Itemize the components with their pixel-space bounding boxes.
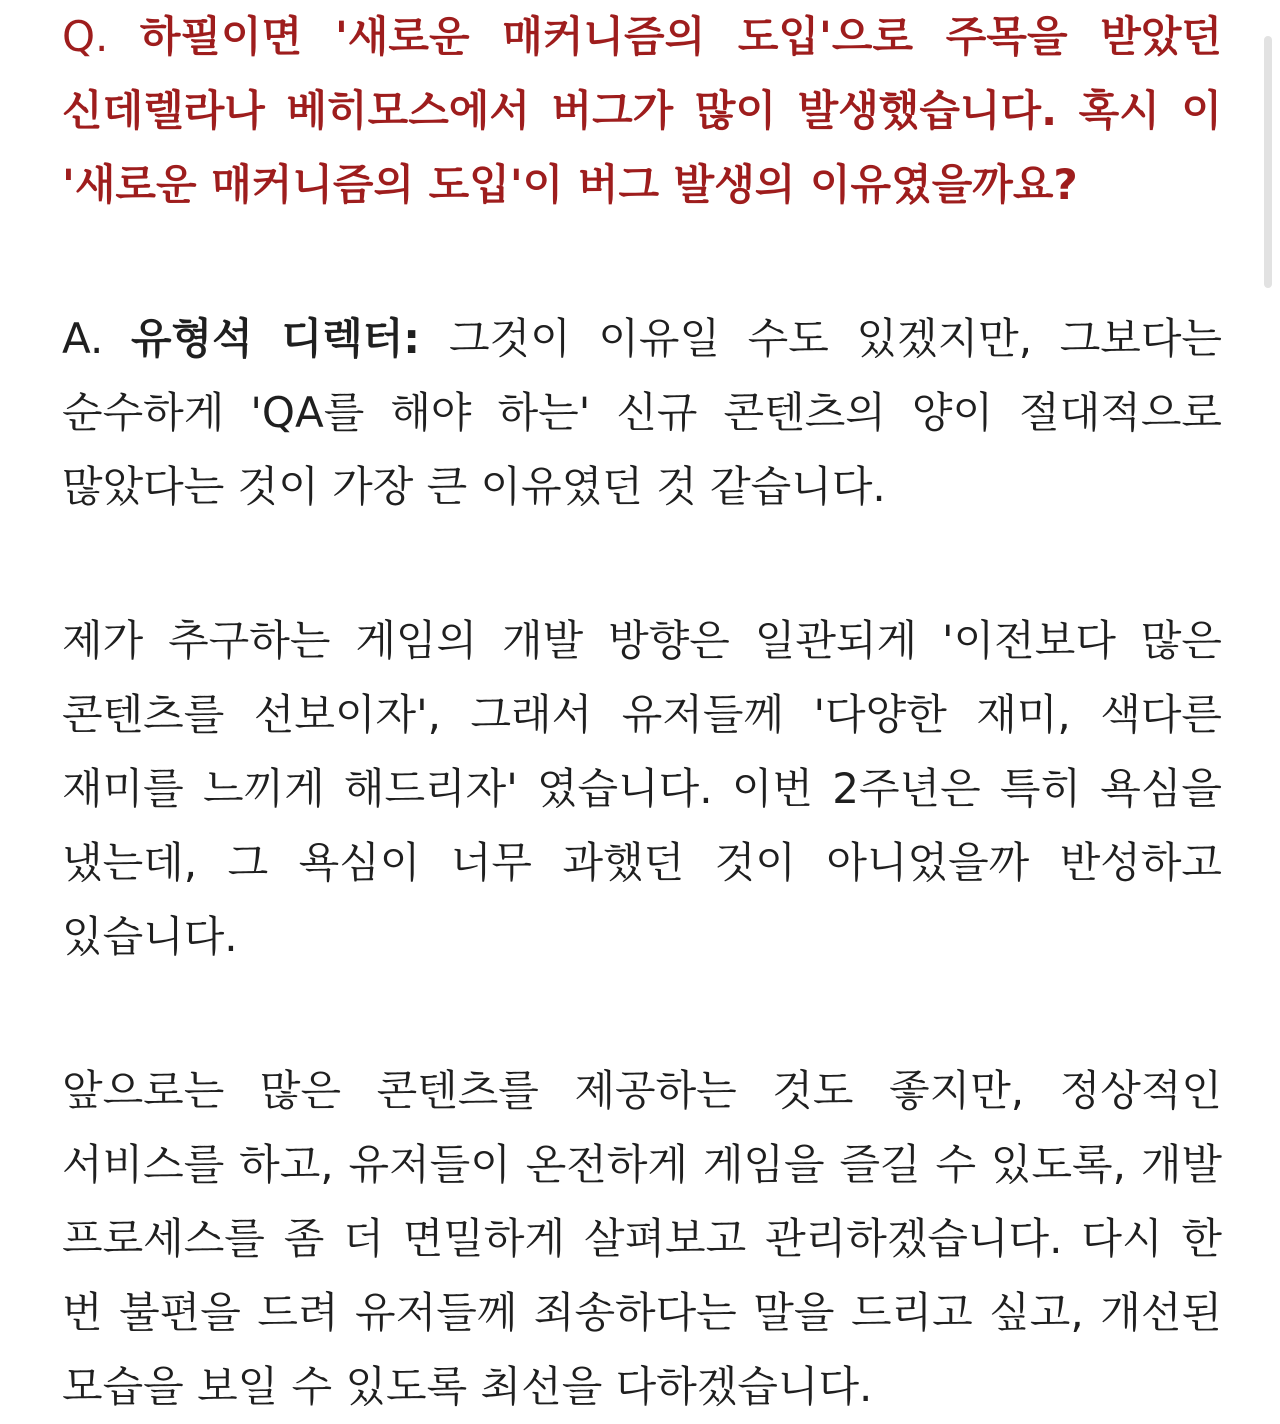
question-prefix: Q. bbox=[62, 12, 140, 61]
answer-text: 그것이 이유일 수도 있겠지만, 그보다는 순수하게 'QA를 해야 하는' 신규 콘텐츠의 양이 절대적으로 많았다는 것이 가장 큰 이유였던 것 같습니다. bbox=[62, 314, 1222, 511]
answer-paragraph: 제가 추구하는 게임의 개발 방향은 일관되게 '이전보다 많은 콘텐츠를 선보이자', 그래서 유저들께 '다양한 재미, 색다른 재미를 느끼게 해드리자' 였습니다. 이번 2주년은 특히 욕심을 냈는데, 그 욕심이 너무 과했던 것이 아니었을까 반성하고 있습니다. bbox=[62, 616, 1222, 961]
answer-speaker: 유형석 디렉터 bbox=[130, 314, 404, 363]
scrollbar[interactable] bbox=[1264, 36, 1272, 288]
article-body bbox=[62, 0, 1222, 1424]
interview-answer bbox=[62, 302, 1222, 524]
answer-prefix: A. bbox=[62, 314, 131, 363]
interview-question bbox=[62, 0, 1222, 222]
question-text: 하필이면 '새로운 매커니즘의 도입'으로 주목을 받았던 신데렐라나 베히모스에서 버그가 많이 발생했습니다. 혹시 이 '새로운 매커니즘의 도입'이 버그 발생의 이유였을까요? bbox=[62, 12, 1222, 209]
answer-paragraph: 앞으로는 많은 콘텐츠를 제공하는 것도 좋지만, 정상적인 서비스를 하고, 유저들이 온전하게 게임을 즐길 수 있도록, 개발 프로세스를 좀 더 면밀하게 살펴보고 관리하겠습니다. 다시 한 번 불편을 드려 유저들께 죄송하다는 말을 드리고 싶고, 개선된 모습을 보일 수 있도록 최선을 다하겠습니다. bbox=[62, 1066, 1222, 1411]
answer-colon: : bbox=[403, 314, 449, 363]
